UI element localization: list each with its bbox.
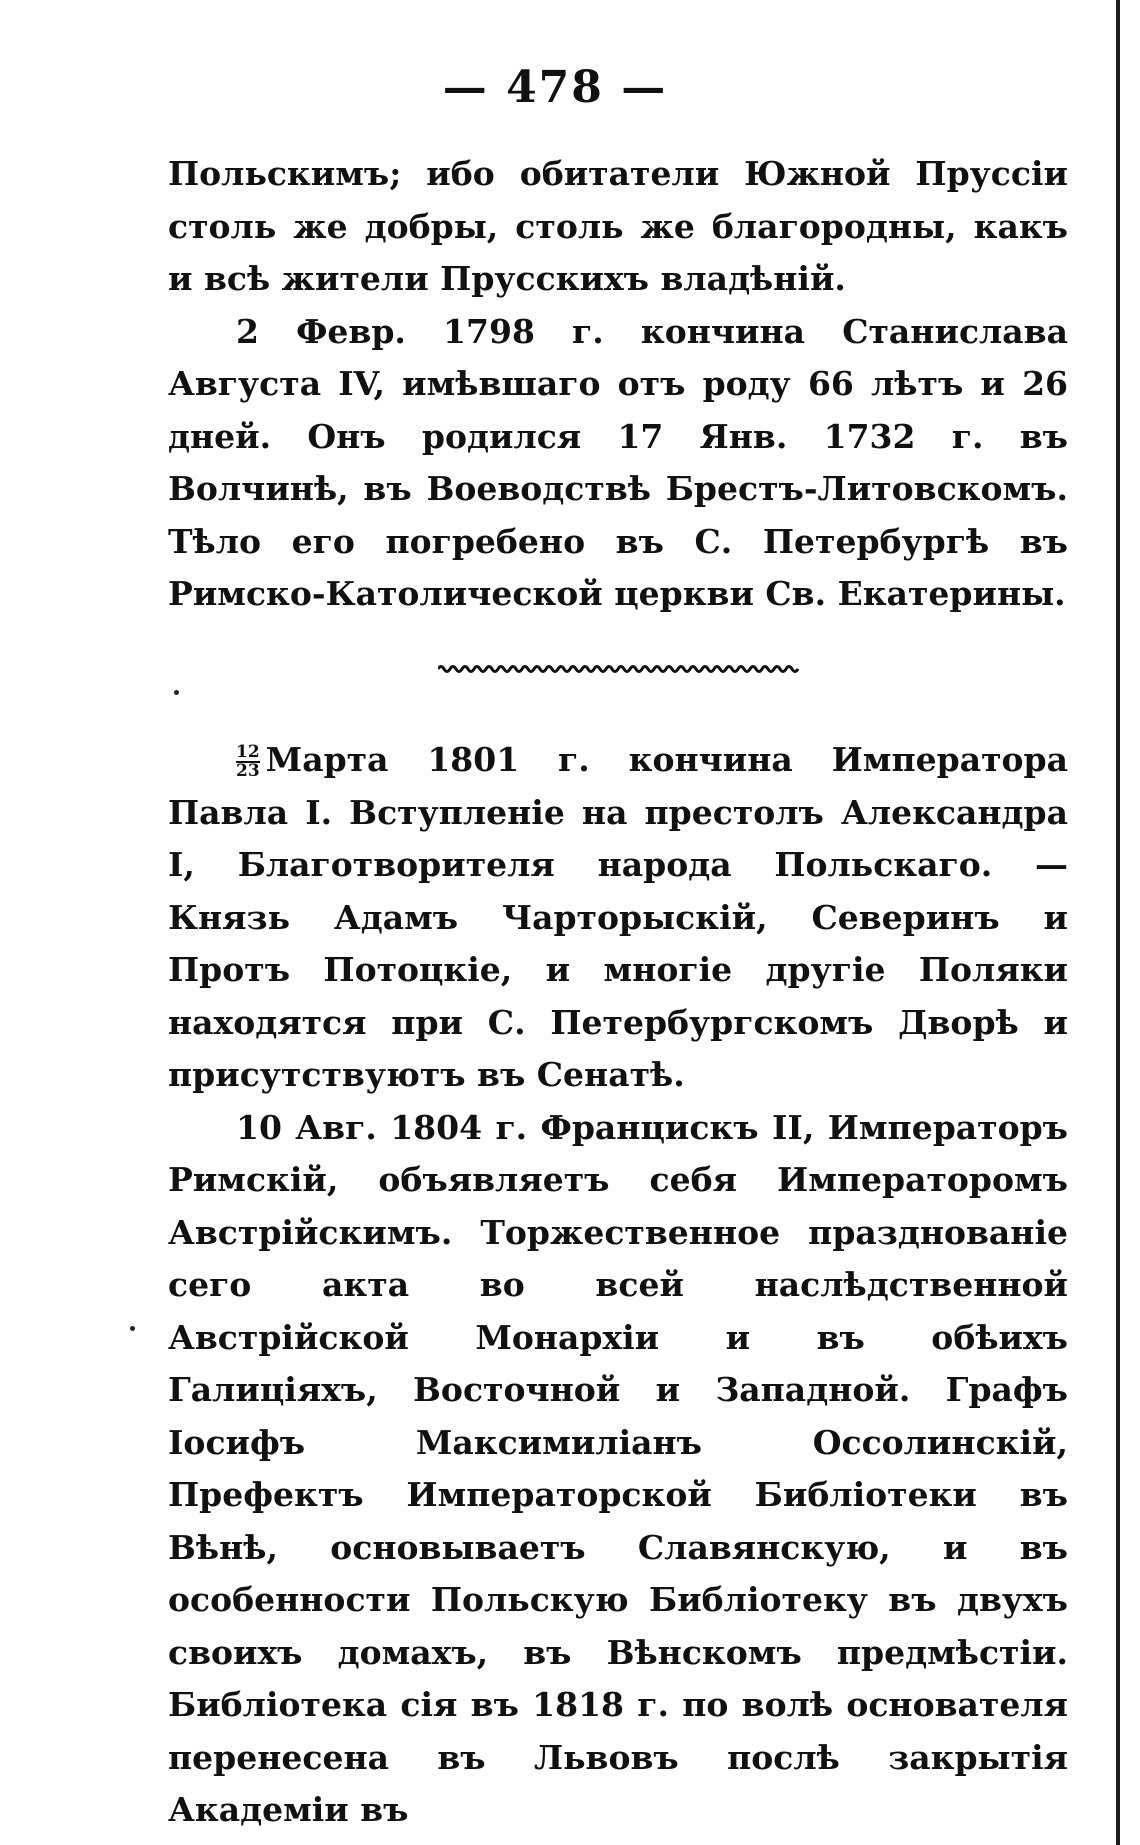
text-section-bottom [168,734,1068,1837]
text-section-top [168,148,1068,621]
decorative-separator [438,664,800,674]
print-speck [130,1326,135,1331]
page-edge-rule [1116,0,1120,1845]
date-fraction [236,744,260,780]
paragraph-paul-death [168,734,1068,1102]
paragraph-continuation: Польскимъ; ибо обитатели Южной Пруссіи столь же добры, столь же благородны, какъ и всѣ жители Прусскихъ владѣній. [168,154,1068,298]
fraction-denominator: 23 [236,761,260,781]
paragraph-stanislaus: 2 Февр. 1798 г. кончина Станислава Августа IV, имѣвшаго отъ роду 66 лѣтъ и 26 дней. Онъ родился 17 Янв. 1732 г. въ Волчинѣ, въ Воеводствѣ Брестъ-Литовскомъ. Тѣло его погребено въ С. Петербургѣ въ Римско-Католической церкви Св. Екатерины. [168,311,1068,613]
paragraph-paul-death-text: Марта 1801 г. кончина Императора Павла I. Вступленіе на престолъ Александра I, Благотворителя народа Польскаго. — Князь Адамъ Чарторыскій, Северинъ и Протъ Потоцкіе, и многіе другіе Поляки находятся при С. Петербургскомъ Дворѣ и присутствуютъ въ Сенатѣ. [168,740,1068,1094]
page-number: — 478 — [442,62,668,113]
paragraph-francis: 10 Авг. 1804 г. Францискъ II, Императоръ Римскій, объявляетъ себя Императоромъ Австрійскимъ. Торжественное празднованіе сего акта во всей наслѣдственной Австрійской Монархіи и въ обѣихъ Галиціяхъ, Восточной и Западной. Графъ Іосифъ Максимиліанъ Оссолинскій, Префектъ Императорской Библіотеки въ Вѣнѣ, основываетъ Славянскую, и въ особенности Польскую Библіотеку въ двухъ своихъ домахъ, въ Вѣнскомъ предмѣстіи. Библіотека сія въ 1818 г. по волѣ основателя перенесена въ Львовъ послѣ закрытія Академіи въ [168,1107,1068,1829]
fraction-numerator: 12 [236,742,260,762]
print-speck [174,690,179,695]
